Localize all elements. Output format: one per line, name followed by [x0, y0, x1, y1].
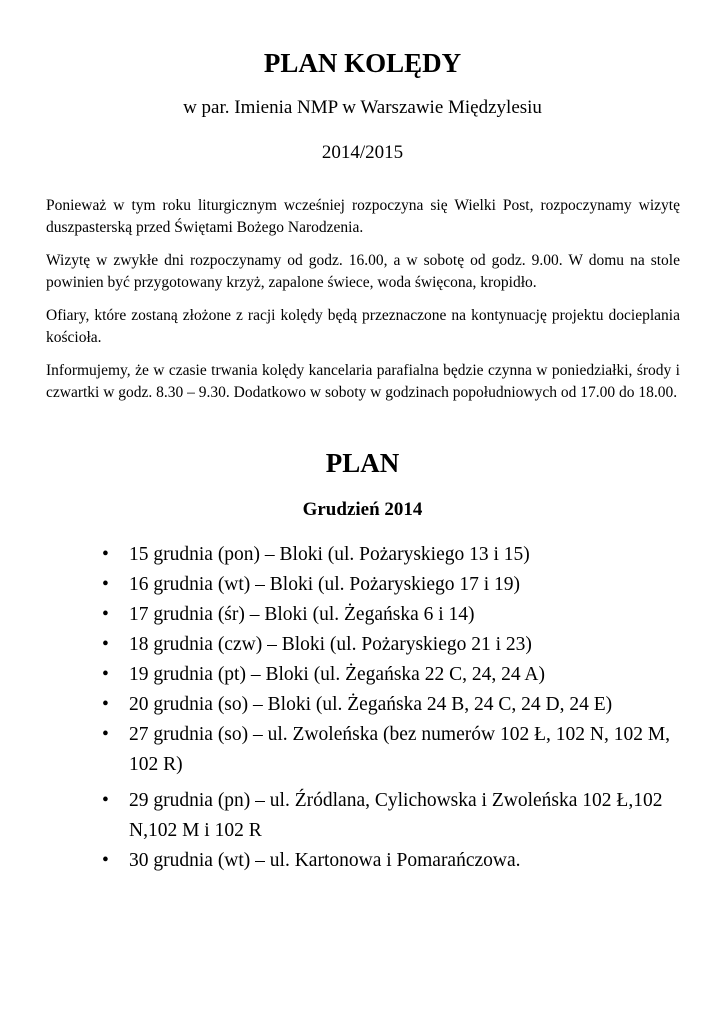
document-title: PLAN KOLĘDY	[263, 48, 462, 78]
intro-paragraph: Ofiary, które zostaną złożone z racji kolędy będą przeznaczone na kontynuację projektu docieplania kościoła.	[46, 307, 680, 346]
schedule-item-text: 18 grudnia (czw) – Bloki (ul. Pożaryskiego 21 i 23)	[129, 634, 532, 655]
schedule-item-text: 20 grudnia (so) – Bloki (ul. Żegańska 24 B, 24 C, 24 D, 24 E)	[129, 694, 613, 715]
schedule-item	[100, 630, 700, 660]
schedule-item-text: 17 grudnia (śr) – Bloki (ul. Żegańska 6 i 14)	[129, 604, 475, 625]
bullet-icon: •	[102, 694, 109, 715]
bullet-icon: •	[102, 634, 109, 655]
parish-subtitle: w par. Imienia NMP w Warszawie Międzylesiu	[183, 97, 542, 118]
bullet-icon: •	[102, 790, 109, 811]
schedule-item	[100, 690, 700, 720]
bullet-icon: •	[102, 544, 109, 565]
schedule-item-text: 16 grudnia (wt) – Bloki (ul. Pożaryskiego 17 i 19)	[129, 574, 521, 595]
month-heading: Grudzień 2014	[302, 499, 423, 520]
schedule-item	[100, 600, 700, 630]
bullet-icon: •	[102, 724, 109, 745]
pastoral-year: 2014/2015	[321, 142, 404, 163]
schedule-item	[100, 786, 700, 846]
schedule-list	[100, 540, 700, 876]
bullet-icon: •	[102, 664, 109, 685]
bullet-icon: •	[102, 574, 109, 595]
schedule-item	[100, 660, 700, 690]
schedule-item-text: 19 grudnia (pt) – Bloki (ul. Żegańska 22 C, 24, 24 A)	[129, 664, 545, 685]
schedule-item	[100, 570, 700, 600]
bullet-icon: •	[102, 850, 109, 871]
schedule-item	[100, 720, 700, 780]
intro-section	[46, 195, 680, 415]
intro-paragraph: Wizytę w zwykłe dni rozpoczynamy od godz. 16.00, a w sobotę od godz. 9.00. W domu na stole powinien być przygotowany krzyż, zapalone świece, woda święcona, kropidło.	[46, 252, 680, 291]
intro-paragraph: Ponieważ w tym roku liturgicznym wcześniej rozpoczyna się Wielki Post, rozpoczynamy wizytę duszpasterską przed Świętami Bożego Narodzenia.	[46, 197, 680, 236]
plan-heading: PLAN	[325, 448, 400, 478]
schedule-item-text: 30 grudnia (wt) – ul. Kartonowa i Pomarańczowa.	[129, 850, 521, 871]
schedule-item-text: 29 grudnia (pn) – ul. Źródlana, Cylichowska i Zwoleńska 102 Ł,102 N,102 M i 102 R	[129, 790, 663, 841]
intro-paragraph: Informujemy, że w czasie trwania kolędy kancelaria parafialna będzie czynna w poniedziałki, środy i czwartki w godz. 8.30 – 9.30. Dodatkowo w soboty w godzinach popołudniowych od 17.00 do 18.00.	[46, 362, 680, 401]
schedule-item	[100, 540, 700, 570]
schedule-item	[100, 846, 700, 876]
bullet-icon: •	[102, 604, 109, 625]
schedule-item-text: 15 grudnia (pon) – Bloki (ul. Pożaryskiego 13 i 15)	[129, 544, 530, 565]
schedule-item-text: 27 grudnia (so) – ul. Zwoleńska (bez numerów 102 Ł, 102 N, 102 M, 102 R)	[129, 724, 671, 775]
